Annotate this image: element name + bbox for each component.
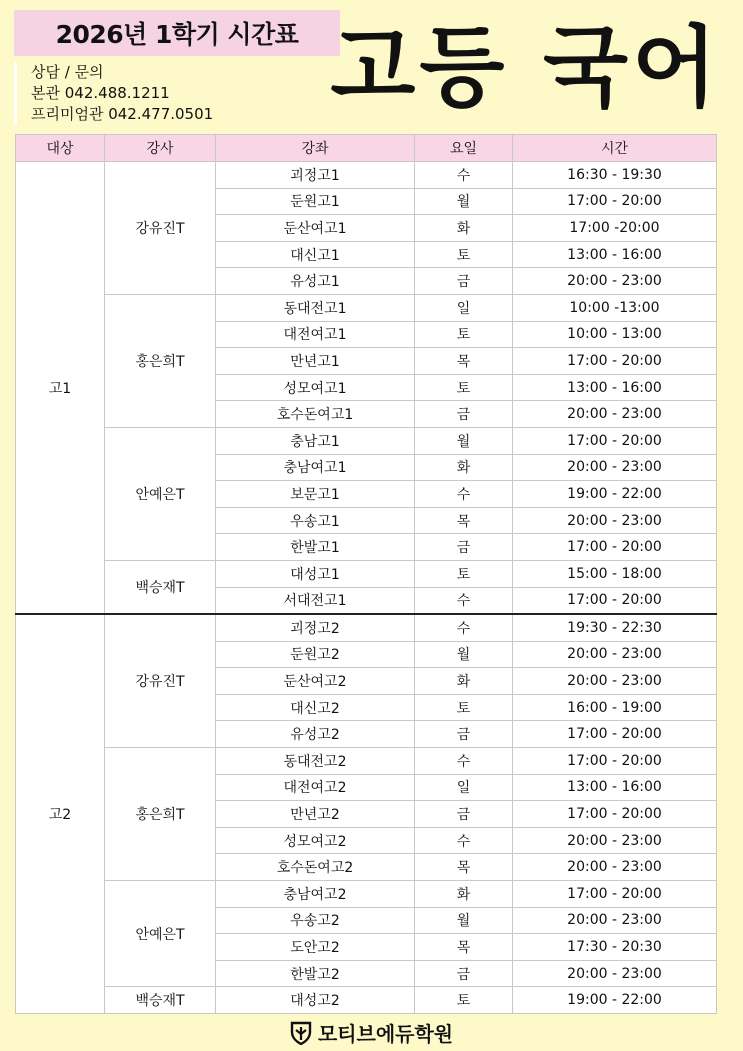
- course-cell: 대전여고1: [216, 321, 415, 348]
- course-cell: 한발고2: [216, 960, 415, 987]
- teacher-cell: 백승재T: [105, 560, 216, 614]
- course-cell: 대전여고2: [216, 774, 415, 801]
- schedule-body: [16, 162, 717, 1014]
- time-cell: 19:00 - 22:00: [513, 481, 717, 508]
- table-header-row: [16, 135, 717, 162]
- time-cell: 16:30 - 19:30: [513, 162, 717, 189]
- day-cell: 금: [415, 960, 513, 987]
- course-cell: 대성고2: [216, 987, 415, 1014]
- course-cell: 동대전고2: [216, 748, 415, 775]
- time-cell: 20:00 - 23:00: [513, 401, 717, 428]
- day-cell: 금: [415, 721, 513, 748]
- time-cell: 19:30 - 22:30: [513, 614, 717, 641]
- teacher-cell: 강유진T: [105, 614, 216, 747]
- day-cell: 수: [415, 748, 513, 775]
- course-cell: 유성고2: [216, 721, 415, 748]
- time-cell: 15:00 - 18:00: [513, 560, 717, 587]
- course-cell: 충남여고2: [216, 881, 415, 908]
- time-cell: 17:30 - 20:30: [513, 934, 717, 961]
- table-row: [16, 294, 717, 321]
- course-cell: 성모여고1: [216, 374, 415, 401]
- grade-cell: 고2: [16, 614, 105, 1013]
- header-course: 강좌: [216, 135, 415, 162]
- day-cell: 토: [415, 241, 513, 268]
- time-cell: 16:00 - 19:00: [513, 694, 717, 721]
- time-cell: 17:00 -20:00: [513, 215, 717, 242]
- time-cell: 20:00 - 23:00: [513, 907, 717, 934]
- course-cell: 충남고1: [216, 427, 415, 454]
- teacher-cell: 강유진T: [105, 162, 216, 295]
- table-row: [16, 881, 717, 908]
- time-cell: 17:00 - 20:00: [513, 801, 717, 828]
- day-cell: 목: [415, 348, 513, 375]
- time-cell: 20:00 - 23:00: [513, 960, 717, 987]
- course-cell: 도안고2: [216, 934, 415, 961]
- day-cell: 토: [415, 987, 513, 1014]
- table-row: [16, 162, 717, 189]
- header-target: 대상: [16, 135, 105, 162]
- teacher-cell: 백승재T: [105, 987, 216, 1014]
- course-cell: 둔원고1: [216, 188, 415, 215]
- header-teacher: 강사: [105, 135, 216, 162]
- day-cell: 월: [415, 427, 513, 454]
- time-cell: 17:00 - 20:00: [513, 188, 717, 215]
- teacher-cell: 안예은T: [105, 427, 216, 560]
- course-cell: 호수돈여고1: [216, 401, 415, 428]
- day-cell: 토: [415, 374, 513, 401]
- time-cell: 20:00 - 23:00: [513, 454, 717, 481]
- time-cell: 20:00 - 23:00: [513, 668, 717, 695]
- day-cell: 화: [415, 881, 513, 908]
- day-cell: 화: [415, 454, 513, 481]
- table-row: [16, 427, 717, 454]
- academy-logo-text: 모티브에듀학원: [317, 1022, 454, 1046]
- day-cell: 월: [415, 641, 513, 668]
- day-cell: 금: [415, 534, 513, 561]
- day-cell: 금: [415, 801, 513, 828]
- time-cell: 10:00 -13:00: [513, 294, 717, 321]
- day-cell: 토: [415, 321, 513, 348]
- time-cell: 17:00 - 20:00: [513, 721, 717, 748]
- day-cell: 일: [415, 294, 513, 321]
- grade-cell: 고1: [16, 162, 105, 615]
- time-cell: 17:00 - 20:00: [513, 534, 717, 561]
- table-row: [16, 748, 717, 775]
- day-cell: 수: [415, 827, 513, 854]
- contact-main-branch: 본관 042.488.1211: [31, 84, 170, 102]
- time-cell: 17:00 - 20:00: [513, 348, 717, 375]
- course-cell: 둔산여고2: [216, 668, 415, 695]
- course-cell: 보문고1: [216, 481, 415, 508]
- time-cell: 17:00 - 20:00: [513, 427, 717, 454]
- day-cell: 목: [415, 507, 513, 534]
- academy-logo: [0, 1018, 743, 1047]
- course-cell: 둔원고2: [216, 641, 415, 668]
- time-cell: 20:00 - 23:00: [513, 854, 717, 881]
- day-cell: 금: [415, 401, 513, 428]
- course-cell: 대성고1: [216, 560, 415, 587]
- day-cell: 수: [415, 614, 513, 641]
- time-cell: 17:00 - 20:00: [513, 748, 717, 775]
- contact-info: [14, 62, 213, 125]
- course-cell: 우송고2: [216, 907, 415, 934]
- time-cell: 13:00 - 16:00: [513, 374, 717, 401]
- day-cell: 수: [415, 587, 513, 614]
- course-cell: 호수돈여고2: [216, 854, 415, 881]
- day-cell: 금: [415, 268, 513, 295]
- course-cell: 둔산여고1: [216, 215, 415, 242]
- table-row: [16, 614, 717, 641]
- course-cell: 서대전고1: [216, 587, 415, 614]
- schedule-table: [15, 134, 717, 1014]
- time-cell: 20:00 - 23:00: [513, 641, 717, 668]
- course-cell: 대신고1: [216, 241, 415, 268]
- time-cell: 17:00 - 20:00: [513, 587, 717, 614]
- course-cell: 괴정고2: [216, 614, 415, 641]
- day-cell: 토: [415, 560, 513, 587]
- time-cell: 20:00 - 23:00: [513, 507, 717, 534]
- day-cell: 수: [415, 481, 513, 508]
- course-cell: 만년고1: [216, 348, 415, 375]
- time-cell: 17:00 - 20:00: [513, 881, 717, 908]
- time-cell: 20:00 - 23:00: [513, 827, 717, 854]
- header-time: 시간: [513, 135, 717, 162]
- course-cell: 우송고1: [216, 507, 415, 534]
- course-cell: 만년고2: [216, 801, 415, 828]
- semester-badge-text: 2026년 1학기 시간표: [55, 20, 299, 49]
- time-cell: 19:00 - 22:00: [513, 987, 717, 1014]
- contact-label: 상담 / 문의: [31, 63, 104, 81]
- course-cell: 괴정고1: [216, 162, 415, 189]
- day-cell: 수: [415, 162, 513, 189]
- time-cell: 13:00 - 16:00: [513, 241, 717, 268]
- teacher-cell: 홍은희T: [105, 294, 216, 427]
- day-cell: 화: [415, 668, 513, 695]
- time-cell: 13:00 - 16:00: [513, 774, 717, 801]
- day-cell: 월: [415, 907, 513, 934]
- time-cell: 20:00 - 23:00: [513, 268, 717, 295]
- day-cell: 목: [415, 854, 513, 881]
- course-cell: 한발고1: [216, 534, 415, 561]
- course-cell: 성모여고2: [216, 827, 415, 854]
- shield-crest-icon: [290, 1021, 312, 1045]
- day-cell: 토: [415, 694, 513, 721]
- teacher-cell: 홍은희T: [105, 748, 216, 881]
- time-cell: 10:00 - 13:00: [513, 321, 717, 348]
- table-row: [16, 560, 717, 587]
- semester-badge: [14, 10, 340, 56]
- contact-premium-branch: 프리미엄관 042.477.0501: [31, 105, 214, 123]
- header-day: 요일: [415, 135, 513, 162]
- teacher-cell: 안예은T: [105, 881, 216, 987]
- course-cell: 유성고1: [216, 268, 415, 295]
- day-cell: 월: [415, 188, 513, 215]
- day-cell: 목: [415, 934, 513, 961]
- course-cell: 충남여고1: [216, 454, 415, 481]
- page-title: 고등 국어: [330, 16, 721, 119]
- course-cell: 동대전고1: [216, 294, 415, 321]
- table-row: [16, 987, 717, 1014]
- day-cell: 일: [415, 774, 513, 801]
- course-cell: 대신고2: [216, 694, 415, 721]
- day-cell: 화: [415, 215, 513, 242]
